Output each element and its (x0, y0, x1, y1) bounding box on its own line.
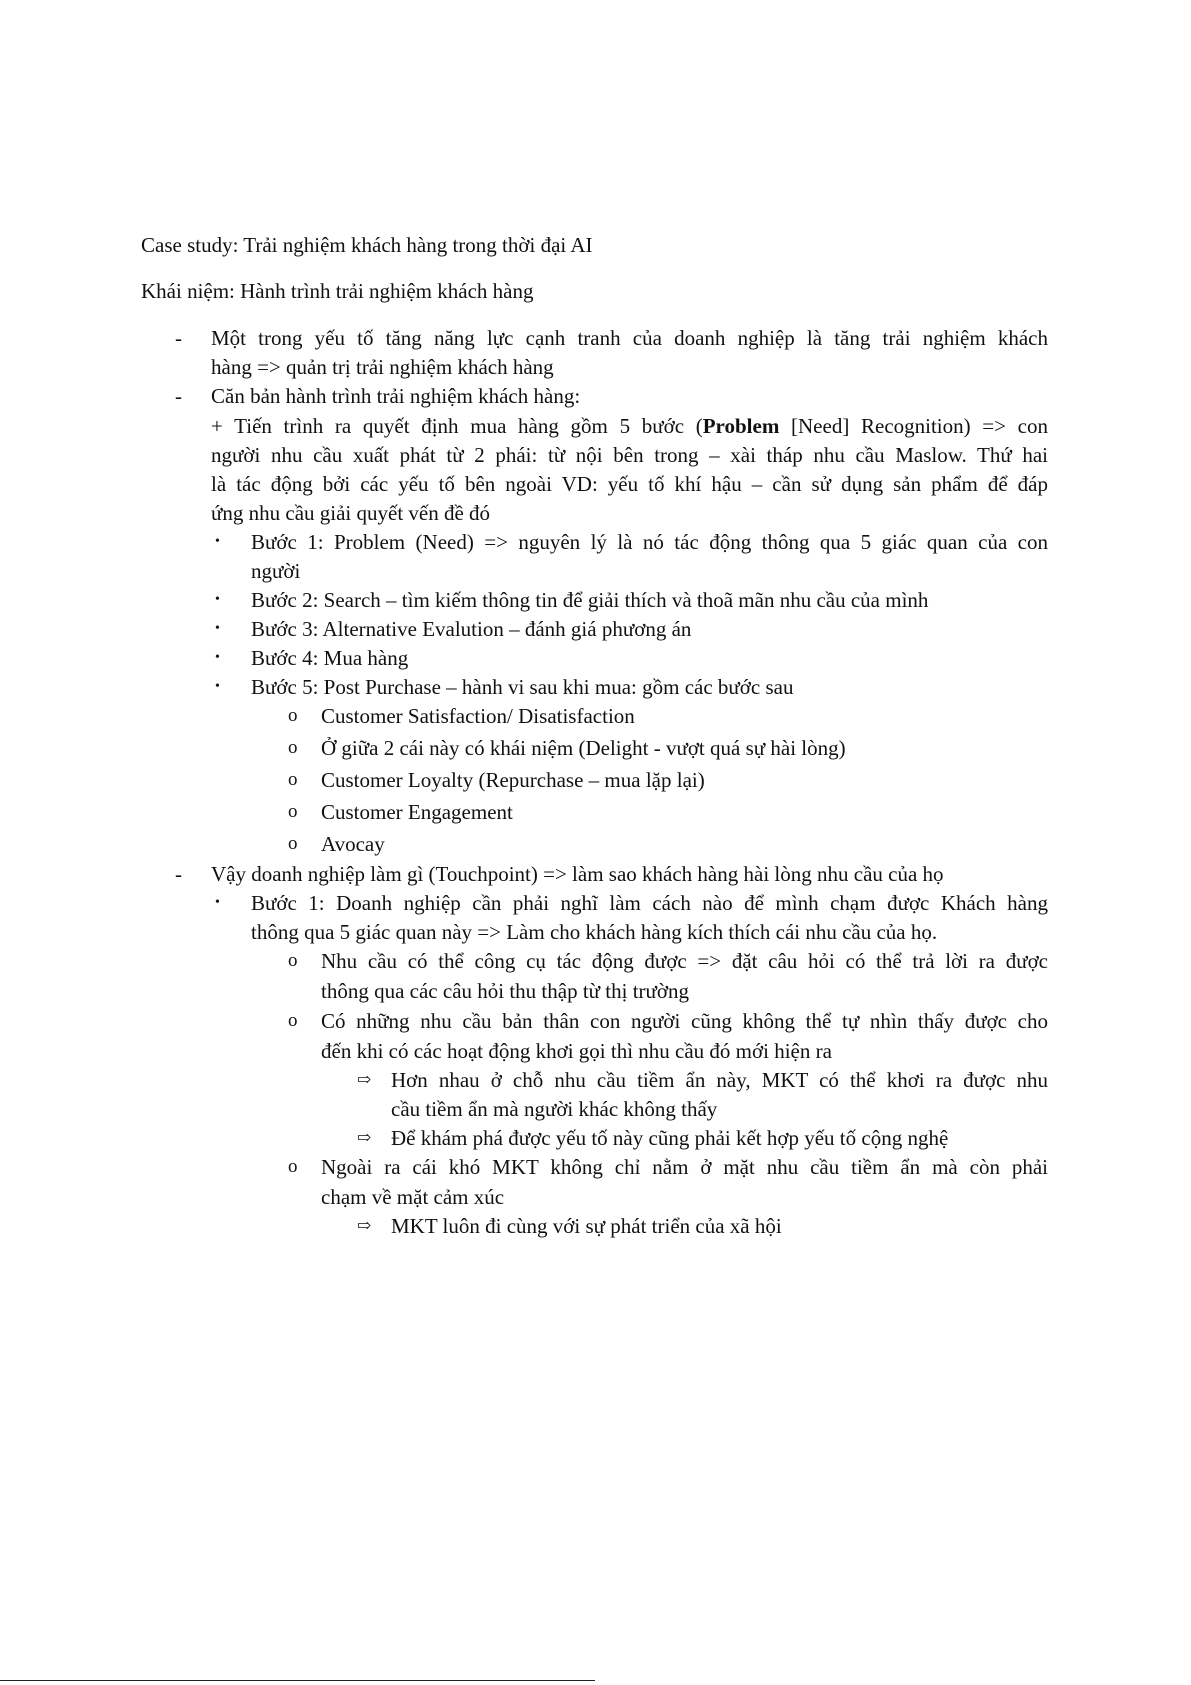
arrow-icon: ⇨ (357, 1128, 372, 1147)
dash-marker: - (175, 862, 182, 886)
sub-item: Ở giữa 2 cái này có khái niệm (Delight - vượt quá sự hài lòng) (321, 736, 846, 760)
circle-marker: o (288, 1010, 298, 1031)
o2-line2: đến khi có các hoạt động khơi gọi thì nhu cầu đó mới hiện ra (321, 1039, 832, 1063)
item2-paragraph-line1 (211, 413, 1048, 439)
circle-marker: o (288, 801, 298, 822)
circle-marker: o (288, 833, 298, 854)
sub-item: Customer Engagement (321, 800, 513, 824)
a1-line2: cầu tiềm ẩn mà người khác không thấy (391, 1097, 718, 1121)
circle-marker: o (288, 1156, 298, 1177)
circle-marker: o (288, 950, 298, 971)
bullet-marker: • (215, 621, 220, 636)
bullet-marker: • (215, 895, 220, 910)
step5: Bước 5: Post Purchase – hành vi sau khi mua: gồm các bước sau (251, 675, 794, 699)
p1-text: + Tiến trình ra quyết định mua hàng gồm 5 bước ( (211, 414, 703, 438)
circle-marker: o (288, 769, 298, 790)
bullet-marker: • (215, 679, 220, 694)
o1-line2: thông qua các câu hỏi thu thập từ thị trường (321, 979, 690, 1003)
o2-line1: Có những nhu cầu bản thân con người cũng không thể tự nhìn thấy được cho (321, 1009, 1048, 1033)
item3-step1-line2: thông qua 5 giác quan này => Làm cho khách hàng kích thích cái nhu cầu của họ. (251, 920, 938, 944)
footnote-rule (0, 1680, 595, 1681)
circle-marker: o (288, 705, 298, 726)
sub-item: Avocay (321, 832, 385, 856)
bullet-marker: • (215, 534, 220, 549)
document-title: Case study: Trải nghiệm khách hàng trong thời đại AI (141, 233, 593, 257)
item1-line1: Một trong yếu tố tăng năng lực cạnh tranh của doanh nghiệp là tăng trải nghiệm khách (211, 326, 1048, 350)
a3: MKT luôn đi cùng với sự phát triển của xã hội (391, 1214, 782, 1238)
item3-heading: Vậy doanh nghiệp làm gì (Touchpoint) => làm sao khách hàng hài lòng nhu cầu của họ (211, 862, 944, 886)
p1-bold-text: Problem (702, 414, 780, 438)
concept-heading: Khái niệm: Hành trình trải nghiệm khách hàng (141, 279, 534, 303)
o3-line1: Ngoài ra cái khó MKT không chỉ nằm ở mặt nhu cầu tiềm ẩn mà còn phải (321, 1155, 1048, 1179)
sub-item: Customer Loyalty (Repurchase – mua lặp lại) (321, 768, 705, 792)
arrow-icon: ⇨ (357, 1216, 372, 1235)
bullet-marker: • (215, 650, 220, 665)
item2-paragraph-line4: ứng nhu cầu giải quyết vến đề đó (211, 501, 491, 525)
item1-line2: hàng => quản trị trải nghiệm khách hàng (211, 355, 554, 379)
sub-item: Customer Satisfaction/ Disatisfaction (321, 704, 635, 728)
o3-line2: chạm về mặt cảm xúc (321, 1185, 505, 1209)
bullet-marker: • (215, 592, 220, 607)
item2-heading: Căn bản hành trình trải nghiệm khách hàng: (211, 384, 581, 408)
dash-marker: - (175, 326, 182, 350)
step3: Bước 3: Alternative Evalution – đánh giá phương án (251, 617, 692, 641)
step1-line1: Bước 1: Problem (Need) => nguyên lý là nó tác động thông qua 5 giác quan của con (251, 530, 1048, 554)
dash-marker: - (175, 384, 182, 408)
item2-paragraph-line3: là tác động bởi các yếu tố bên ngoài VD: yếu tố khí hậu – cần sử dụng sản phẩm để đáp (211, 472, 1048, 496)
arrow-icon: ⇨ (357, 1070, 372, 1089)
a1-line1: Hơn nhau ở chỗ nhu cầu tiềm ẩn này, MKT có thể khơi ra được nhu (391, 1068, 1048, 1092)
a2: Để khám phá được yếu tố này cũng phải kết hợp yếu tố cộng nghệ (391, 1126, 949, 1150)
p1-text-end: [Need] Recognition) => con (779, 414, 1048, 438)
item2-paragraph-line2: người nhu cầu xuất phát từ 2 phái: từ nội bên trong – xài tháp nhu cầu Maslow. Thứ hai (211, 443, 1048, 467)
circle-marker: o (288, 737, 298, 758)
step1-line2: người (251, 559, 301, 583)
item3-step1-line1: Bước 1: Doanh nghiệp cần phải nghĩ làm cách nào để mình chạm được Khách hàng (251, 891, 1048, 915)
step4: Bước 4: Mua hàng (251, 646, 409, 670)
o1-line1: Nhu cầu có thể công cụ tác động được => đặt câu hỏi có thể trả lời ra được (321, 949, 1048, 973)
step2: Bước 2: Search – tìm kiếm thông tin để giải thích và thoã mãn nhu cầu của mình (251, 588, 929, 612)
